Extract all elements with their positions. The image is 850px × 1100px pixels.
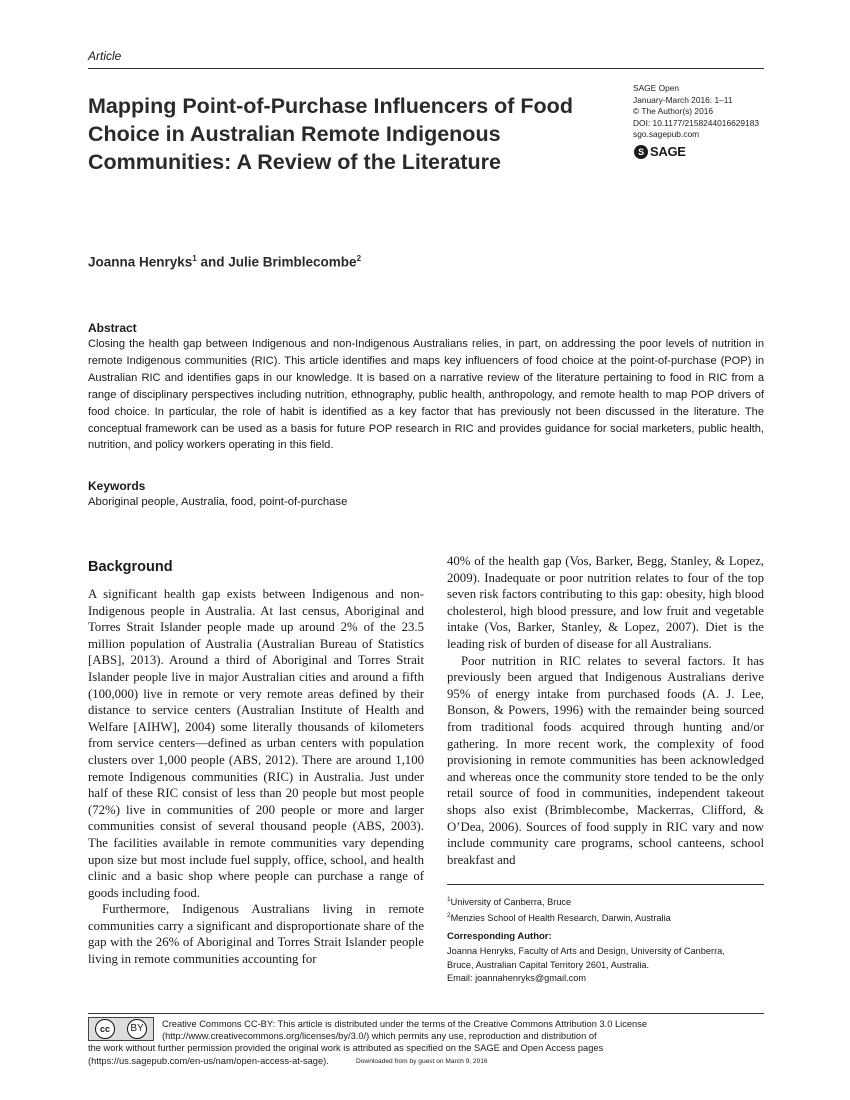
abstract-heading: Abstract [88, 321, 137, 335]
body-paragraph: Poor nutrition in RIC relates to several factors. It has previously been argued that Indigenous Australians derive 95% of energy intake from purchased foods (A. J. Lee, Bonson, & Powers, 1996) with the remainder being sourced from traditional foods acquired through hunting and/or gathering. In more recent work, the complexity of food provisioning in remote communities has been acknowledged and whereas once the community store tended to be the only retail source of food in communities, independent takeout shops also exist (Brimblecombe, Mackerras, Clifford, & O’Dea, 2006). Sources of food supply in RIC vary and now include community care programs, school canteens, school breakfast and [447, 653, 764, 867]
license-rule [88, 1013, 764, 1014]
body-paragraph: A significant health gap exists between Indigenous and non-Indigenous people in Australia. At last census, Aboriginal and Torres Strait Islander people made up around 2% of the 23.5 million population of Australia (Australian Bureau of Statistics [ABS], 2013). Around a third of Aboriginal and Torres Strait Islander people live in major Australian cities and around a fifth (100,000) live in remote or very remote areas defined by their distance to service centers (Australian Institute of Health and Welfare [AIHW], 2004) some literally thousands of kilometers from service centers—defined as urban centers with population clusters over 1,000 people (ABS, 2012). There are around 1,100 remote Indigenous communities (RIC) in Australia. Just under half of these RIC consist of less than 20 people but most people (72%) live in communities of 200 people or more and larger communities consist of several thousand people (ABS, 2003). The facilities available in remote communities vary depending upon size but most include fuel supply, office, school, and health clinic and a basic shop where people can purchase a range of goods including food. [88, 587, 424, 900]
author-affiliation-mark: 2 [356, 254, 362, 263]
affiliation-mark: 1 [447, 896, 451, 903]
abstract-text: Closing the health gap between Indigenous and non-Indigenous Australians relies, in part, on addressing the poor levels of nutrition in remote Indigenous communities (RIC). This article identifies and maps key influencers of food choice at the point-of-purchase (POP) in Australian RIC and identifies gaps in our knowledge. It is based on a narrative review of the literature pertaining to food in RIC from a range of disciplinary perspectives including nutrition, ethnography, public health, anthropology, and remote health to map POP drivers of food choice. In particular, the role of habit is identified as a key factor that has previously not been discussed in the literature. The conceptual framework can be used as a basis for future POP research in RIC and provides guidance for social marketers, public health, nutrition, and policy workers operating in this field. [88, 338, 764, 452]
license-line: (http://www.creativecommons.org/licenses/by/3.0/) which permits any use, reproduction and distribution of [162, 1031, 597, 1042]
section-heading: Background [88, 559, 173, 575]
affiliations [447, 893, 764, 925]
author-name: Julie Brimblecombe [228, 254, 357, 270]
keywords-heading: Keywords [88, 479, 146, 493]
corresponding-author-email[interactable]: Email: joannahenryks@gmail.com [447, 973, 587, 983]
author-affiliation-mark: 1 [192, 254, 197, 263]
author-list [88, 254, 361, 270]
body-paragraph: Furthermore, Indigenous Australians living in remote communities carry a significant and disproportionate share of the gap with the 26% of Aboriginal and Torres Strait Islander people living in remote communities accounting for [88, 902, 424, 967]
journal-meta [633, 83, 783, 141]
article-type-label: Article [88, 49, 122, 63]
author-name: Joanna Henryks [88, 254, 193, 270]
cc-icon: cc [95, 1019, 115, 1039]
author-joiner: and [196, 254, 229, 270]
footnote-rule [447, 884, 764, 885]
doi-line: DOI: 10.1177/2158244016629183 [633, 117, 760, 128]
license-line: Creative Commons CC-BY: This article is distributed under the terms of the Creative Commons Attribution 3.0 License [162, 1019, 648, 1029]
download-notice: Downloaded from by guest on March 9, 2016 [356, 1058, 488, 1065]
journal-name: SAGE Open [633, 83, 680, 93]
corresponding-author-heading: Corresponding Author: [447, 931, 552, 942]
affiliation-mark: 2 [447, 912, 451, 920]
journal-url[interactable]: sgo.sagepub.com [633, 129, 700, 140]
header-rule [88, 68, 764, 69]
journal-issue: January-March 2016: 1–11 [633, 94, 733, 105]
keywords-text: Aboriginal people, Australia, food, point-of-purchase [88, 496, 348, 508]
paper-title: Mapping Point-of-Purchase Influencers of Food Choice in Australian Remote Indigenous Communities: A Review of the Literature [88, 94, 573, 174]
body-column-right [447, 553, 764, 868]
license-line: the work without further permission provided the original work is attributed as specified on the SAGE and Open Access pages [88, 1043, 604, 1054]
corresponding-author-line: Joanna Henryks, Faculty of Arts and Design, University of Canberra, [447, 946, 725, 956]
body-paragraph: 40% of the health gap (Vos, Barker, Begg, Stanley, & Lopez, 2009). Inadequate or poor nutrition relates to four of the top seven risk factors contributing to this gap: obesity, high blood cholesterol, high blood pressure, and low fruit and vegetable intake (Vos, Barker, Stanley, & Lopez, 2007). Diet is the leading risk of burden of disease for all Australians. [447, 554, 764, 651]
sage-logo [634, 144, 686, 159]
sage-logo-text: SAGE [650, 144, 686, 159]
affiliation-item [447, 909, 764, 925]
copyright-line: © The Author(s) 2016 [633, 106, 714, 117]
corresponding-author-details [447, 945, 764, 986]
license-line: (https://us.sagepub.com/en-us/nam/open-access-at-sage). [88, 1055, 329, 1066]
body-column-left [88, 586, 424, 968]
affiliation-item [447, 893, 764, 909]
affiliation-text: Menzies School of Health Research, Darwin, Australia [450, 913, 671, 924]
affiliation-text: University of Canberra, Bruce [450, 897, 572, 908]
by-icon: BY [127, 1019, 147, 1039]
sage-logo-icon: S [634, 145, 648, 159]
corresponding-author-line: Bruce, Australian Capital Territory 2601, Australia. [447, 959, 650, 970]
